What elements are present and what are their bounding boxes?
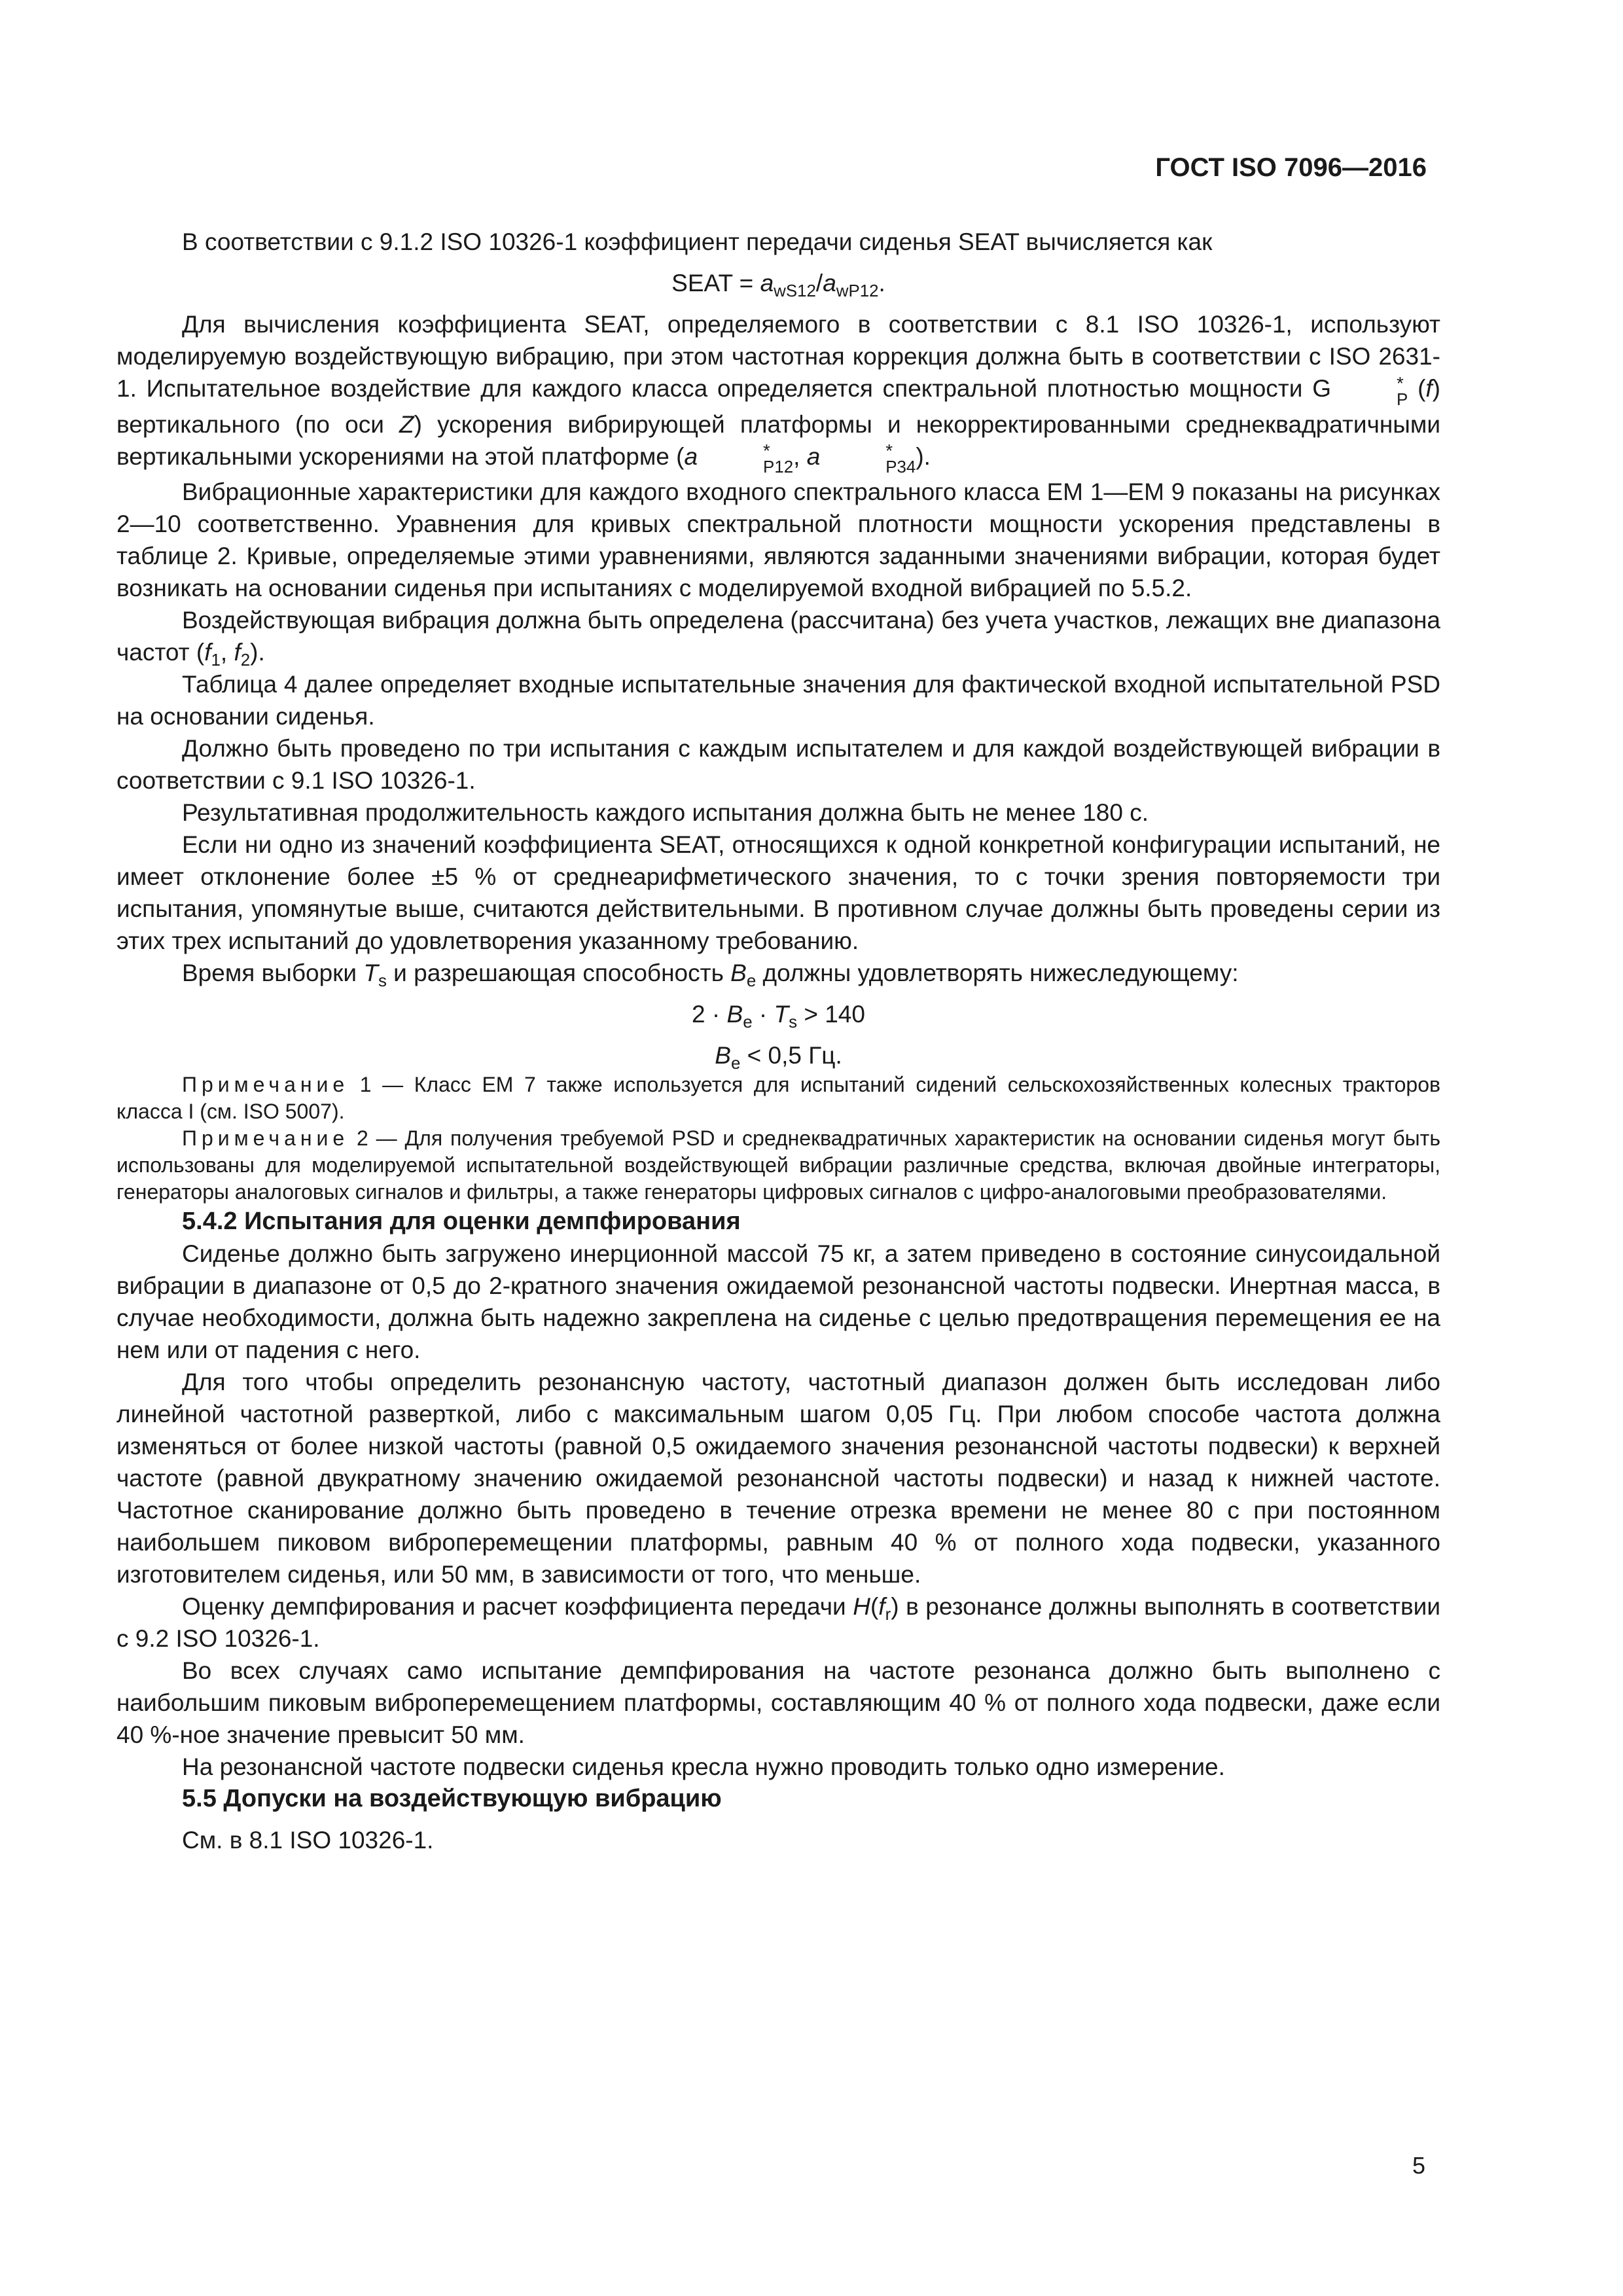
paragraph: Если ни одно из значений коэффициента SEAT, относящихся к одной конкретной конфигурации испытаний, не имеет отклонение более ±5 % от среднеарифметического значения, то с точки зрения повторяемости три испытания, упомянутые выше, считаются действительными. В противном случае должны быть проведены серии из этих трех испытаний до удовлетворения указанному требованию. <box>116 831 1440 955</box>
paragraph: Воздействующая вибрация должна быть определена (рассчитана) без учета участков, лежащих вне диапазона частот ($f_1$, $f_2$). <box>116 607 1440 670</box>
formula-seat: SEAT = $a_{wS12}/a_{wP12}$. <box>671 270 885 300</box>
section-heading: 5.4.2 Испытания для оценки демпфирования <box>182 1208 741 1236</box>
paragraph: Результативная продолжительность каждого испытания должна быть не менее 180 с. <box>182 799 1149 827</box>
paragraph: На резонансной частоте подвески сиденья кресла нужно проводить только одно измерение. <box>182 1753 1225 1781</box>
paragraph: См. в 8.1 ISO 10326-1. <box>182 1827 434 1854</box>
formula-condition-2: $B_e < 0,5$ Гц. <box>715 1042 842 1073</box>
note: Примечание 1 — Класс EM 7 также используется для испытаний сидений сельскохозяйственных колесных тракторов класса I (см. ISO 5007). <box>116 1073 1440 1124</box>
paragraph: Для того чтобы определить резонансную частоту, частотный диапазон должен быть исследован либо линейной частотной разверткой, либо с максимальным шагом 0,05 Гц. При любом способе частота должна изменяться от более низкой частоты (равной 0,5 ожидаемого значения резонансной частоты подвески) к верхней частоте (равной двукратному значению ожидаемой резонансной частоты подвески) и назад к нижней частоте. Частотное сканирование должно быть проведено в течение отрезка времени не менее 80 с при постоянном наибольшем пиковом виброперемещении платформы, равным 40 % от полного хода подвески, указанного изготовителем сиденья, или 50 мм, в зависимости от того, что меньше. <box>116 1369 1440 1588</box>
paragraph: Сиденье должно быть загружено инерционной массой 75 кг, а затем приведено в состояние синусоидальной вибрации в диапазоне от 0,5 до 2-кратного значения ожидаемой резонансной частоты подвески. Инертная масса, в случае необходимости, должна быть надежно закреплена на сиденье с целью предотвращения перемещения ее на нем или от падения с него. <box>116 1240 1440 1364</box>
document-body <box>116 226 1440 1856</box>
paragraph: Таблица 4 далее определяет входные испытательные значения для фактической входной испытательной PSD на основании сиденья. <box>116 671 1440 730</box>
paragraph: Время выборки $T_s$ и разрешающая способность $B_e$ должны удовлетворять нижеследующему: <box>182 960 1239 990</box>
paragraph: Оценку демпфирования и расчет коэффициента передачи $H(f_r)$ в резонансе должны выполнять в соответствии с 9.2 ISO 10326-1. <box>116 1593 1440 1653</box>
paragraph: Во всех случаях само испытание демпфирования на частоте резонанса должно быть выполнено с наибольшим пиковым виброперемещением платформы, составляющим 40 % от полного хода подвески, даже если 40 %-ное значение превысит 50 мм. <box>116 1657 1440 1749</box>
paragraph: Должно быть проведено по три испытания с каждым испытателем и для каждой воздействующей вибрации в соответствии с 9.1 ISO 10326-1. <box>116 735 1440 795</box>
formula-condition-1: $2 \cdot B_e \cdot T_s > 140$ <box>692 1001 865 1031</box>
document-header: ГОСТ ISO 7096—2016 <box>1155 153 1427 182</box>
note: Примечание 2 — Для получения требуемой PSD и среднеквадратичных характеристик на основании сиденья могут быть использованы для моделируемой испытательной воздействующей вибрации различные средства, включая двойные интеграторы, генераторы аналоговых сигналов и фильтры, а также генераторы цифровых сигналов с цифро-аналоговыми преобразователями. <box>116 1126 1440 1204</box>
paragraph: Для вычисления коэффициента SEAT, определяемого в соответствии с 8.1 ISO 10326-1, используют моделируемую воздействующую вибрацию, при этом частотная коррекция должна быть в соответствии с ISO 2631-1. Испытательное воздействие для каждого класса определяется спектральной плотностью мощности G * P (f) вертикального (по оси Z) ускорения вибрирующей платформы и некорректированными среднеквадратичными вертикальными ускорениями на этой платформе (a * P12 , a * P34 ). <box>116 311 1440 477</box>
paragraph: Вибрационные характеристики для каждого входного спектрального класса EM 1—EM 9 показаны на рисунках 2—10 соответственно. Уравнения для кривых спектральной плотности мощности ускорения представлены в таблице 2. Кривые, определяемые этими уравнениями, являются заданными значениями вибрации, которая будет возникать на основании сиденья при испытаниях с моделируемой входной вибрацией по 5.5.2. <box>116 478 1440 602</box>
page-number: 5 <box>1412 2152 1425 2179</box>
section-heading: 5.5 Допуски на воздействующую вибрацию <box>182 1785 722 1813</box>
paragraph: В соответствии с 9.1.2 ISO 10326-1 коэффициент передачи сиденья SEAT вычисляется как <box>182 228 1213 255</box>
